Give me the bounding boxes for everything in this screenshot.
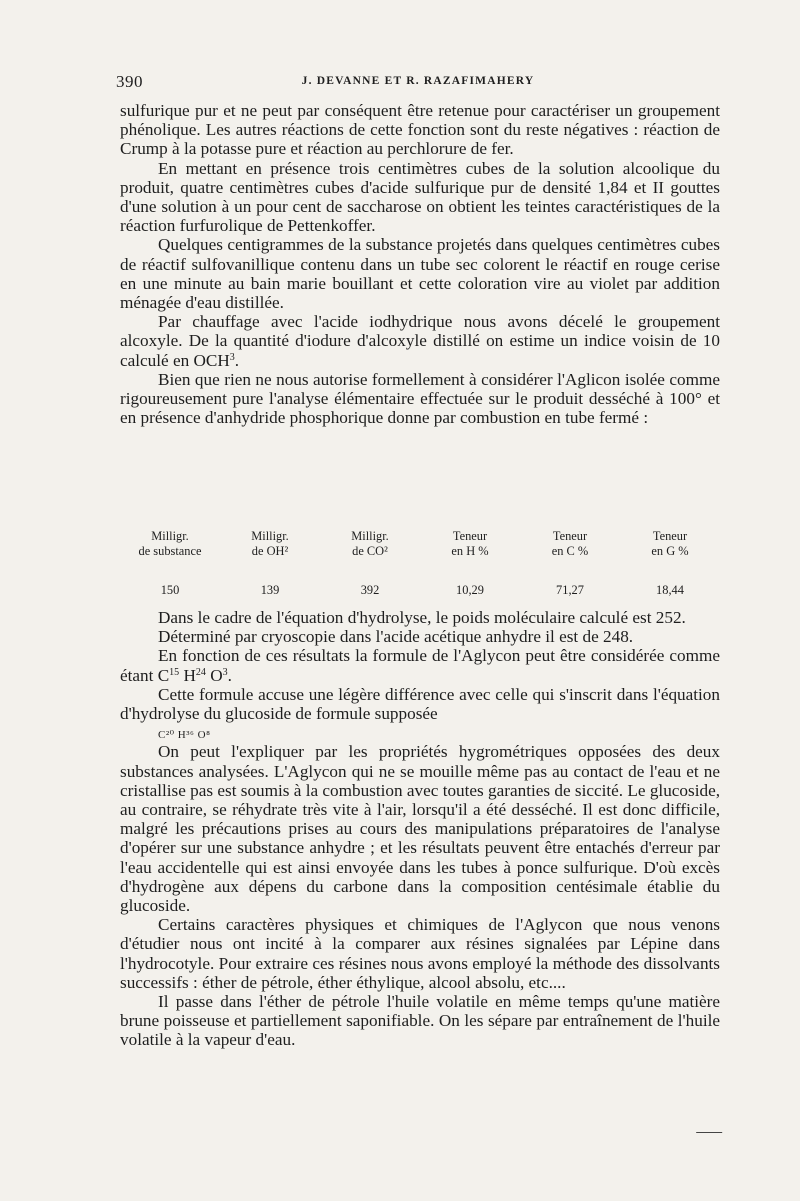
table-header-cell: en G % <box>651 544 689 558</box>
analysis-table <box>120 526 720 600</box>
page-number: 390 <box>116 72 143 91</box>
paragraph-huile: Il passe dans l'éther de pétrole l'huile volatile en même temps qu'une matière brune poisseuse et partiellement saponifiable. On les sépare par entraînement de l'huile volatile à la vapeur d'eau. <box>120 992 720 1050</box>
paragraph-fonction <box>120 646 720 684</box>
formula-text: En fonction de ces résultats la formule de l'Aglycon peut être considérée comme étant C <box>120 646 720 685</box>
table-header-cell: Milligr. <box>251 529 289 543</box>
table-header-cell: en H % <box>451 544 489 558</box>
body-text-top <box>120 101 720 427</box>
table-row <box>120 564 720 600</box>
table-cell: 10,29 <box>456 583 484 597</box>
body-text-bottom <box>120 608 720 1050</box>
table-header-row-1 <box>120 526 720 544</box>
table-cell: 18,44 <box>656 583 684 597</box>
paragraph-resines: Certains caractères physiques et chimiques de l'Aglycon que nous venons d'étudier nous ont incité à la comparer aux résines signalées par Lépine dans l'hydrocotyle. Pour extraire ces résines nous avons employé la méthode des dissolvants successifs : éther de pétrole, éther éthylique, alcool absolu, etc.... <box>120 915 720 992</box>
paragraph-4 <box>120 312 720 370</box>
table-header-cell: de CO² <box>352 544 388 558</box>
table-header-cell: de substance <box>138 544 202 558</box>
formula-sup: 24 <box>195 666 206 678</box>
formula-text: . <box>227 665 232 685</box>
paragraph-4-sup: 3 <box>229 351 235 363</box>
table-header-cell: Milligr. <box>151 529 189 543</box>
paragraph-1: sulfurique pur et ne peut par conséquent être retenue pour caractériser un groupement phénolique. Les autres réactions de cette fonction sont du reste négatives : réaction de Crump à la potasse pure et réaction au perchlorure de fer. <box>120 101 720 159</box>
paragraph-formule-text: Cette formule accuse une légère différence avec celle qui s'inscrit dans l'équation d'hydrolyse du glucoside de formule supposée <box>120 684 720 724</box>
paragraph-5: Bien que rien ne nous autorise formellement à considérer l'Aglicon isolée comme rigoureusement pure l'analyse élémentaire effectuée sur le produit desséché à 100° et en présence d'anhydride phosphorique donne par combustion en tube fermé : <box>120 369 720 428</box>
table-header-cell: en C % <box>551 544 589 558</box>
table-header-cell: Teneur <box>552 529 588 543</box>
running-head: J. DEVANNE ET R. RAZAFIMAHERY <box>301 75 535 87</box>
table-cell: 150 <box>160 583 180 597</box>
paragraph-2: En mettant en présence trois centimètres cubes de la solution alcoolique du produit, quatre centimètres cubes d'acide sulfurique pur de densité 1,84 et II gouttes d'une solution à un pour cent de saccharose on obtient les teintes caractéristiques de la réaction furfurolique de Pettenkoffer. <box>120 158 720 236</box>
paragraph-cadre: Dans le cadre de l'équation d'hydrolyse, le poids moléculaire calculé est 252. <box>158 608 686 627</box>
paragraph-4-text: Par chauffage avec l'acide iodhydrique nous avons décelé le groupement alcoxyle. De la quantité d'iodure d'alcoxyle distillé on estime un indice voisin de 10 calculé en OCH <box>120 312 720 370</box>
page-header <box>116 72 720 94</box>
paragraph-hygrometrie: On peut l'expliquer par les propriétés hygrométriques opposées des deux substances analysées. L'Aglycon qui ne se mouille même pas au contact de l'eau et ne cristallise pas est soumis à la combustion avec toutes garanties de siccité. Le glucoside, au contraire, se réhydrate très vite à l'air, lorsqu'il a été desséché. Il est donc difficile, malgré les précautions prises au cours des manipulations préparatoires de l'analyse d'opérer sur une substance anhydre ; et les résultats peuvent être entachés d'erreur par l'eau accidentelle qui est ainsi envoyée dans les tubes à ponce sulfurique. D'où excès d'hydrogène aux dépens du carbone dans la composition centésimale établie du glucoside. <box>120 742 720 916</box>
corner-mark <box>696 1122 726 1133</box>
glucoside-formula: C²⁰ H³⁶ O⁸ <box>158 729 211 742</box>
paragraph-formule <box>120 685 720 743</box>
table-header-row-2 <box>120 544 720 564</box>
paragraph-cryoscopie: Déterminé par cryoscopie dans l'acide acétique anhydre il est de 248. <box>158 627 634 647</box>
paragraph-4-end: . <box>234 350 240 370</box>
paragraph-3: Quelques centigrammes de la substance projetés dans quelques centimètres cubes de réactif sulfovanillique contenu dans un tube sec colorent le réactif en rouge cerise en une minute au bain marie bouillant et cette coloration vire au violet par addition ménagée d'eau distillée. <box>120 235 720 313</box>
formula-sup: 3 <box>222 666 228 678</box>
formula-text: O <box>205 665 223 685</box>
table-cell: 392 <box>360 583 380 597</box>
formula-sup: 15 <box>169 666 180 678</box>
table-header-cell: Teneur <box>652 529 688 543</box>
table-header-cell: Teneur <box>452 529 488 543</box>
formula-text: H <box>179 665 196 685</box>
table-header-cell: de OH² <box>251 544 289 558</box>
table-cell: 71,27 <box>556 583 584 597</box>
table-header-cell: Milligr. <box>351 529 389 543</box>
table-cell: 139 <box>260 583 280 597</box>
